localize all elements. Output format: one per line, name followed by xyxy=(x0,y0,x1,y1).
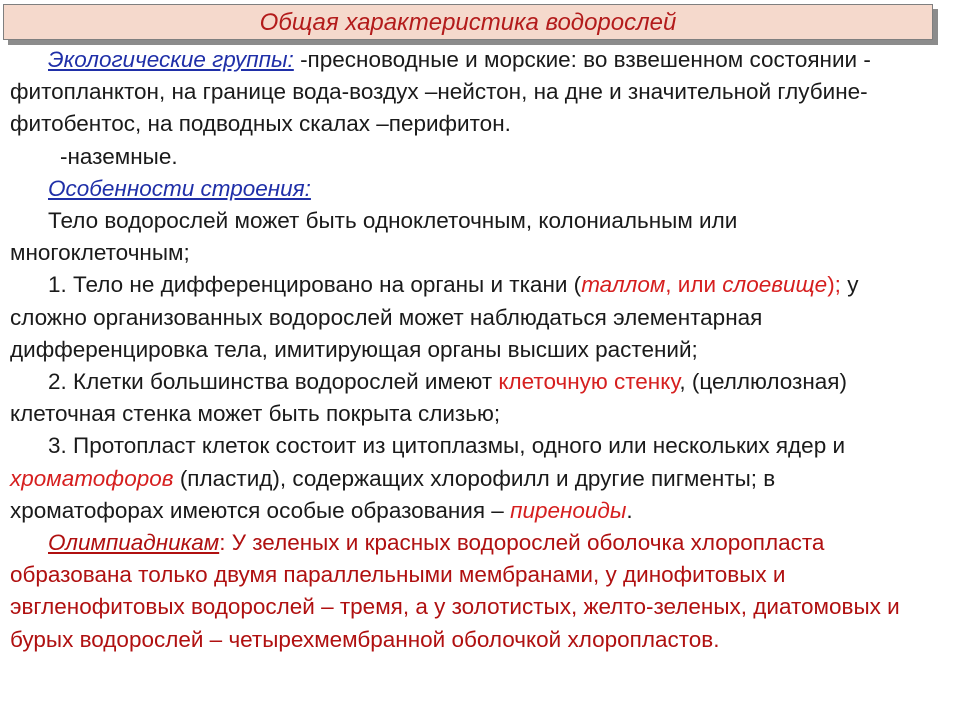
p3-mid: (пластид), содержащих хлорофилл и другие пигменты; в хроматофорах имеются особые образования – xyxy=(10,465,776,523)
structure-label[interactable]: Особенности строения: xyxy=(48,175,311,201)
ecological-paragraph xyxy=(10,44,920,141)
p1-slojevische: слоевище xyxy=(722,272,828,298)
page-title: Общая характеристика водорослей xyxy=(259,9,677,36)
p1-or: , или xyxy=(665,272,723,298)
p1-close: ); xyxy=(827,272,841,298)
p3-pyren: пиреноиды xyxy=(510,497,627,523)
title-box xyxy=(3,4,933,40)
p2-start: 2. Клетки большинства водорослей имеют xyxy=(48,369,499,395)
structure-intro xyxy=(10,205,920,269)
structure-point-1 xyxy=(10,269,920,366)
land-text: -наземные. xyxy=(60,143,178,169)
p3-start: 3. Протопласт клеток состоит из цитоплазмы, одного или нескольких ядер и xyxy=(48,433,846,459)
p1-end: у сложно организованных водорослей может наблюдаться элементарная дифференцировка тела, имитирующая органы высших растений; xyxy=(10,272,859,362)
olympiad-label[interactable]: Олимпиадникам xyxy=(48,530,220,556)
p2-wall: клеточную стенку xyxy=(498,369,680,395)
p3-chromato: хроматофоров xyxy=(10,465,174,491)
structure-label-line xyxy=(10,173,920,205)
p1-start: 1. Тело не дифференцировано на органы и ткани ( xyxy=(48,272,582,298)
ecological-text: -пресноводные и морские: во взвешенном состоянии - фитопланктон, на границе вода-воздух –нейстон, на дне и значительной глубине- фитобентос, на подводных скалах –перифитон. xyxy=(10,47,871,137)
olympiad-paragraph xyxy=(10,527,920,656)
land-line xyxy=(10,141,920,173)
structure-point-2 xyxy=(10,366,920,430)
slide-content xyxy=(10,44,920,656)
p1-thallus: таллом xyxy=(581,272,666,298)
p3-end: . xyxy=(626,497,633,523)
ecological-label[interactable]: Экологические группы: xyxy=(48,47,294,72)
structure-point-3 xyxy=(10,430,920,527)
olympiad-text: : У зеленых и красных водорослей оболочка хлоропласта образована только двумя параллельными мембранами, у динофитовых и эвгленофитовых водорослей – тремя, а у золотистых, желто-зеленых, диатомовых и бурых водорослей – четырехмембранной оболочкой хлоропластов. xyxy=(10,530,900,652)
p2-end: , (целлюлозная) клеточная стенка может быть покрыта слизью; xyxy=(10,369,847,427)
structure-intro-text: Тело водорослей может быть одноклеточным, колониальным или многоклеточным; xyxy=(10,208,738,266)
